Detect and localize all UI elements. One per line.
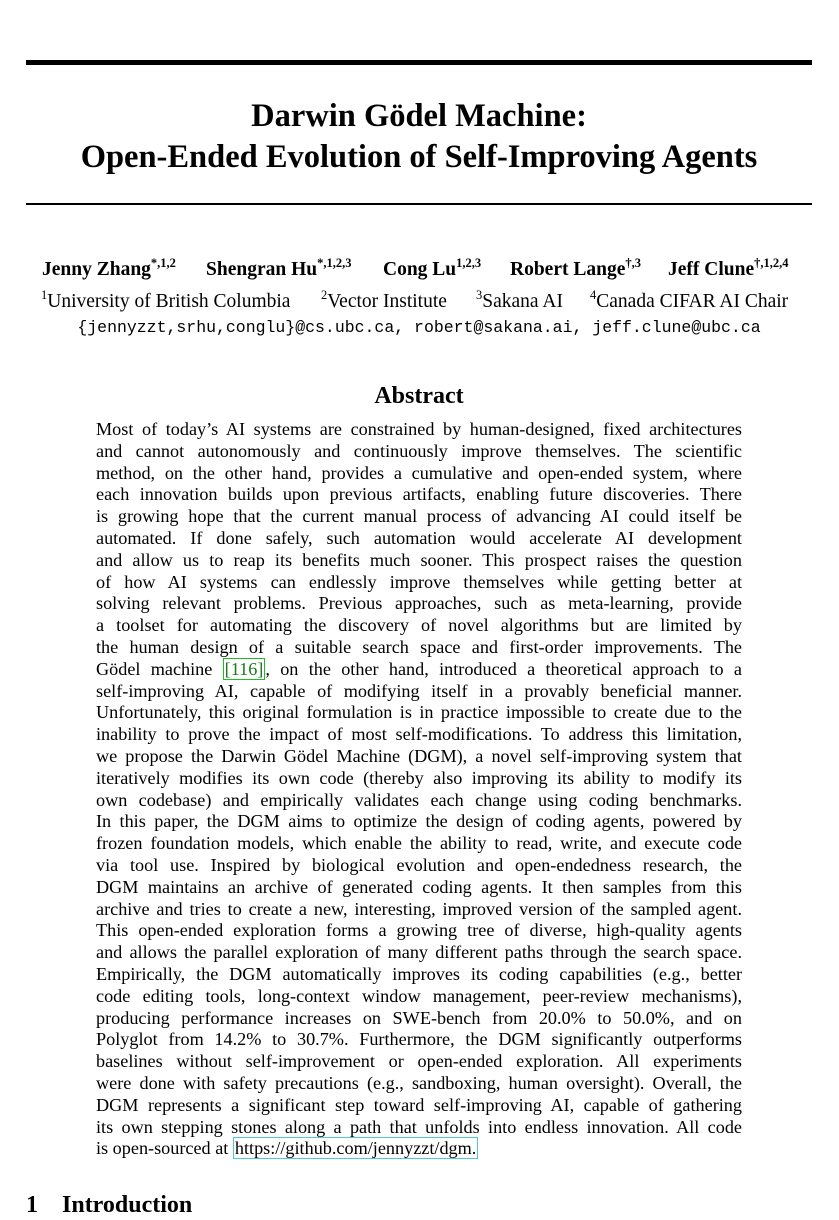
abstract-line: the human design of a suitable search space and first-order improvements. The <box>96 636 742 657</box>
abstract-line: method, on the other hand, provides a cumulative and open-ended system, where <box>96 462 742 483</box>
abstract-line: archive and tries to create a new, interesting, improved version of the sampled agent. <box>96 898 742 919</box>
author-shengran-hu: Shengran $Hu^{*,1,2,3}$ <box>206 256 352 280</box>
section-number: 1 <box>26 1192 38 1218</box>
title-line-2: Open-Ended Evolution of Self-Improving Agents <box>80 139 758 175</box>
abstract-body <box>96 419 742 1160</box>
abstract-line: solving relevant problems. Previous approaches, such as meta-learning, provide <box>96 593 742 614</box>
abstract-heading: Abstract <box>374 383 464 409</box>
section-heading-introduction <box>26 1190 192 1220</box>
author-cong-lu: Cong Lu$^{1,2,3}$ <box>383 256 482 280</box>
email-lange[interactable]: robert@sakana.ai <box>414 318 573 337</box>
citation-link[interactable]: [116] <box>224 658 264 679</box>
abstract-line: is growing hope that the current manual process of advancing AI could itself be <box>96 506 742 527</box>
affiliation-ubc: $^1$University of British Columbia <box>41 288 291 312</box>
abstract-line: Empirically, the DGM automatically improves its coding capabilities (e.g., better <box>96 963 742 984</box>
author-robert-lange: Robert Lange$^{\dagger,3}$ <box>510 256 641 280</box>
section-title: Introduction <box>62 1192 193 1218</box>
abstract-line: DGM represents a significant step toward self-improving AI, capable of gathering <box>96 1094 742 1115</box>
affiliation-cifar: $^4$Canada CIFAR AI Chair <box>590 288 789 312</box>
affiliation-vector: $^2$Vector Institute <box>321 288 447 312</box>
abstract-line-with-citation: Gödel machine [116] , on the other hand, introduced a theoretical approach to a <box>96 658 742 679</box>
abstract-line: Unfortunately, this original formulation is in practice impossible to create due to the <box>96 702 742 723</box>
abstract-line: automated. If done safely, such automation would accelerate AI development <box>96 527 742 548</box>
abstract-line: its own stepping stones along a path that unfolds into endless innovation. All code <box>96 1116 742 1137</box>
abstract-line: of how AI systems can endlessly improve themselves while getting better at <box>96 571 742 592</box>
abstract-line: Most of today’s AI systems are constrained by human-designed, fixed architectures <box>96 419 742 439</box>
code-url-link[interactable]: https://github.com/jennyzzt/dgm. <box>234 1138 477 1159</box>
author-jenny-zhang: Jenny Zhang$^{*,1,2}$ <box>42 256 176 280</box>
email-group-domain: @cs.ubc.ca, <box>295 318 415 337</box>
abstract-line: self-improving AI, capable of modifying itself in a provably beneficial manner. <box>96 680 742 701</box>
title-line-1: Darwin Gödel Machine: <box>251 98 587 134</box>
abstract-line: and allows the parallel exploration of many different paths through the search space. <box>96 942 742 963</box>
abstract-line: Polyglot from 14.2% to 30.7%. Furthermore, the DGM significantly outperforms <box>96 1029 742 1050</box>
abstract-line: a toolset for automating the discovery of novel algorithms but are limited by <box>96 615 742 636</box>
abstract-line: own codebase) and empirically validates each change using coding benchmarks. <box>96 789 742 810</box>
title-rule <box>26 203 812 205</box>
top-rule <box>26 60 812 65</box>
author-list <box>26 257 812 285</box>
abstract-line: This open-ended exploration forms a growing tree of diverse, high-quality agents <box>96 920 742 941</box>
abstract-line: code editing tools, long-context window management, peer-review mechanisms), <box>96 985 742 1006</box>
abstract-line: DGM maintains an archive of generated coding agents. It then samples from this <box>96 876 742 897</box>
abstract-line: In this paper, the DGM aims to optimize the design of coding agents, powered by <box>96 811 742 832</box>
email-separator: , <box>572 318 593 337</box>
abstract-line: each innovation builds upon previous artifacts, enabling future discoveries. There <box>96 484 742 505</box>
abstract-line-with-url: is open-sourced at https://github.com/jennyzzt/dgm. <box>96 1138 477 1159</box>
abstract-line: and cannot autonomously and continuously improve themselves. The scientific <box>96 440 742 461</box>
abstract-line: inability to prove the impact of most self-modifications. To address this limitation, <box>96 724 742 745</box>
abstract-line: we propose the Darwin Gödel Machine (DGM), a novel self-improving system that <box>96 745 742 766</box>
affiliation-sakana: $^3$Sakana AI <box>476 288 563 312</box>
abstract-line: baselines without self-improvement or open-ended exploration. All experiments <box>96 1051 742 1072</box>
abstract-line: producing performance increases on SWE-bench from 20.0% to 50.0%, and on <box>96 1007 742 1028</box>
author-emails <box>26 315 812 340</box>
abstract-line: were done with safety precautions (e.g., sandboxing, human oversight). Overall, the <box>96 1072 742 1093</box>
email-group[interactable]: {jennyzzt,srhu,conglu} <box>77 318 296 337</box>
email-clune[interactable]: jeff.clune@ubc.ca <box>592 318 761 337</box>
author-jeff-clune: Jeff Clune$^{\dagger,1,2,4}$ <box>668 256 789 280</box>
abstract-line: frozen foundation models, which enable the ability to read, write, and execute code <box>96 833 742 854</box>
paper-title <box>26 96 812 178</box>
abstract-line: via tool use. Inspired by biological evolution and open-endedness research, the <box>96 854 742 875</box>
abstract-line: and allow us to reap its benefits much sooner. This prospect raises the question <box>96 549 742 570</box>
affiliation-list <box>26 290 812 314</box>
abstract-line: iteratively modifies its own code (thereby also improving its ability to modify its <box>96 767 742 788</box>
